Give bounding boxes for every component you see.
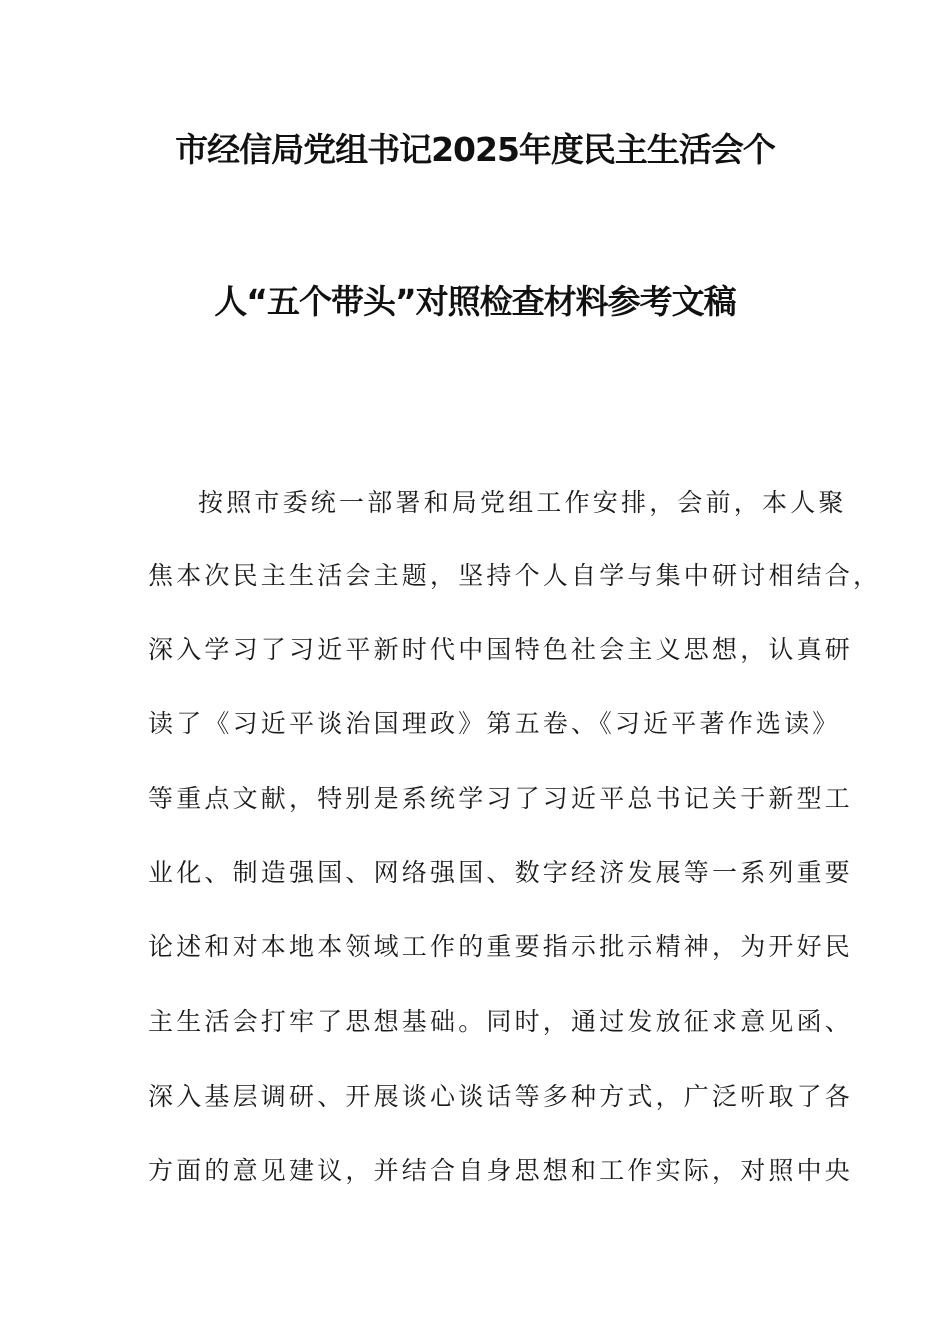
document-title-line-2: 人“五个带头”对照检查材料参考文稿 <box>214 282 736 321</box>
paragraph-line: 读了《习近平谈治国理政》第五卷、《习近平著作选读》 <box>148 709 841 738</box>
document-title-line-1: 市经信局党组书记2025年度民主生活会个 <box>175 130 775 169</box>
paragraph-line: 深入学习了习近平新时代中国特色社会主义思想，认真研 <box>148 635 854 664</box>
paragraph-line: 等重点文献，特别是系统学习了习近平总书记关于新型工 <box>148 784 854 813</box>
paragraph-line: 业化、制造强国、网络强国、数字经济发展等一系列重要 <box>148 858 854 887</box>
paragraph-line: 焦本次民主生活会主题，坚持个人自学与集中研讨相结合， <box>148 561 882 590</box>
paragraph-line: 深入基层调研、开展谈心谈话等多种方式，广泛听取了各 <box>148 1082 854 1111</box>
paragraph-line: 按照市委统一部署和局党组工作安排，会前，本人聚 <box>198 488 847 517</box>
paragraph-line: 论述和对本地本领域工作的重要指示批示精神，为开好民 <box>148 932 854 961</box>
paragraph-line: 方面的意见建议，并结合自身思想和工作实际，对照中央 <box>148 1156 854 1185</box>
paragraph-line: 主生活会打牢了思想基础。同时，通过发放征求意见函、 <box>148 1007 854 1036</box>
